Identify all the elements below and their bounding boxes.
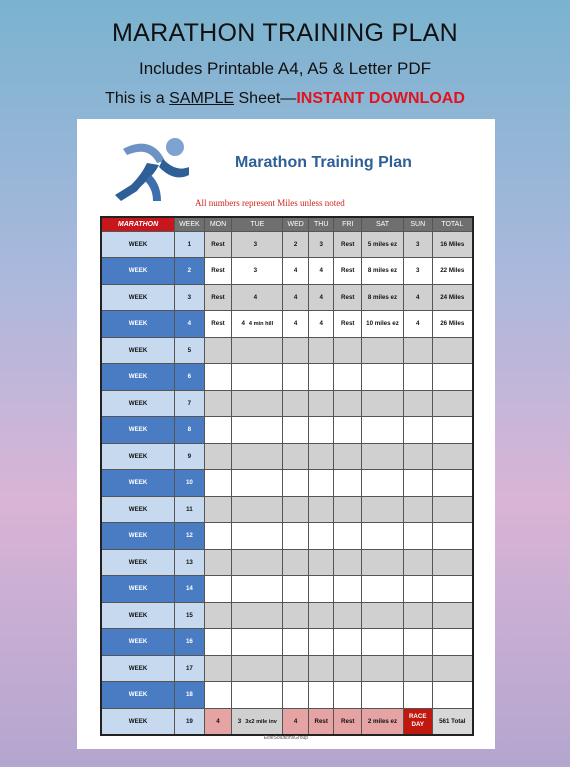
total-cell [432, 496, 473, 523]
sat-cell: 2 miles ez [362, 708, 404, 735]
table-row [101, 470, 473, 497]
tue-cell [232, 655, 283, 682]
sat-cell [362, 549, 404, 576]
tue-miles: 3 [253, 267, 258, 275]
tue-miles: 3 [253, 240, 258, 248]
sat-cell [362, 655, 404, 682]
tue-cell [232, 443, 283, 470]
tue-cell [232, 417, 283, 444]
sat-cell [362, 682, 404, 709]
tue-cell [232, 284, 283, 311]
tue-cell [232, 390, 283, 417]
instant-download-text: INSTANT DOWNLOAD [296, 90, 465, 107]
thu-cell: 4 [308, 311, 334, 338]
col-header-marathon: MARATHON [101, 217, 175, 231]
fri-cell: Rest [334, 231, 362, 258]
sat-cell [362, 576, 404, 603]
mon-cell [204, 602, 232, 629]
total-cell [432, 337, 473, 364]
thu-cell [308, 682, 334, 709]
fri-cell [334, 417, 362, 444]
col-header-wed: WED [283, 217, 309, 231]
tue-workout: 4 min hill [248, 321, 274, 328]
fri-cell [334, 655, 362, 682]
thu-cell: 4 [308, 258, 334, 285]
sat-cell [362, 443, 404, 470]
week-label-cell: WEEK [101, 311, 175, 338]
training-sheet [77, 119, 495, 749]
week-number-cell: 5 [175, 337, 205, 364]
thu-cell [308, 576, 334, 603]
week-number-cell: 15 [175, 602, 205, 629]
table-row [101, 629, 473, 656]
week-label-cell: WEEK [101, 629, 175, 656]
week-number-cell: 8 [175, 417, 205, 444]
week-label-cell: WEEK [101, 337, 175, 364]
mon-cell [204, 523, 232, 550]
mon-cell [204, 443, 232, 470]
table-row [101, 576, 473, 603]
fri-cell [334, 337, 362, 364]
week-number-cell: 11 [175, 496, 205, 523]
fri-cell [334, 496, 362, 523]
sat-cell [362, 523, 404, 550]
thu-cell [308, 655, 334, 682]
page-subtitle: Includes Printable A4, A5 & Letter PDF [139, 59, 431, 78]
mon-cell: Rest [204, 231, 232, 258]
sun-cell [403, 602, 432, 629]
sun-cell [403, 443, 432, 470]
thu-cell [308, 417, 334, 444]
wed-cell [283, 629, 309, 656]
thu-cell: 3 [308, 231, 334, 258]
total-cell: 16 Miles [432, 231, 473, 258]
tue-cell [232, 337, 283, 364]
tue-cell [232, 231, 283, 258]
week-label-cell: WEEK [101, 523, 175, 550]
thu-cell [308, 337, 334, 364]
wed-cell [283, 602, 309, 629]
week-number-cell: 12 [175, 523, 205, 550]
fri-cell [334, 602, 362, 629]
training-table [100, 216, 474, 736]
table-row [101, 417, 473, 444]
week-label-cell: WEEK [101, 417, 175, 444]
table-header-row [101, 217, 473, 231]
wed-cell: 4 [283, 311, 309, 338]
sat-cell [362, 496, 404, 523]
thu-cell [308, 523, 334, 550]
sat-cell [362, 390, 404, 417]
week-number-cell: 2 [175, 258, 205, 285]
mon-cell [204, 364, 232, 391]
tue-cell [232, 708, 283, 735]
runner-logo-icon [113, 131, 193, 203]
sun-cell [403, 496, 432, 523]
col-header-sun: SUN [403, 217, 432, 231]
tue-cell [232, 470, 283, 497]
thu-cell [308, 443, 334, 470]
wed-cell: 4 [283, 284, 309, 311]
sat-cell [362, 337, 404, 364]
fri-cell: Rest [334, 284, 362, 311]
total-cell [432, 470, 473, 497]
sun-cell: 4 [403, 311, 432, 338]
week-number-cell: 18 [175, 682, 205, 709]
week-number-cell: 3 [175, 284, 205, 311]
table-row [101, 682, 473, 709]
tue-cell [232, 496, 283, 523]
total-cell [432, 443, 473, 470]
wed-cell [283, 496, 309, 523]
total-cell [432, 523, 473, 550]
sun-cell [403, 576, 432, 603]
table-row [101, 443, 473, 470]
mon-cell [204, 470, 232, 497]
week-label-cell: WEEK [101, 549, 175, 576]
sat-cell: 10 miles ez [362, 311, 404, 338]
table-row [101, 602, 473, 629]
tue-cell [232, 364, 283, 391]
col-header-sat: SAT [362, 217, 404, 231]
sat-cell [362, 364, 404, 391]
sun-cell [403, 655, 432, 682]
sample-line [0, 90, 570, 108]
week-label-cell: WEEK [101, 364, 175, 391]
wed-cell: 2 [283, 231, 309, 258]
wed-cell [283, 390, 309, 417]
total-cell: 22 Miles [432, 258, 473, 285]
table-row [101, 655, 473, 682]
wed-cell [283, 470, 309, 497]
wed-cell [283, 655, 309, 682]
mon-cell [204, 496, 232, 523]
sat-cell: 5 miles ez [362, 231, 404, 258]
week-number-cell: 16 [175, 629, 205, 656]
sun-cell: 4 [403, 284, 432, 311]
total-cell: 24 Miles [432, 284, 473, 311]
wed-cell [283, 364, 309, 391]
sun-cell [403, 470, 432, 497]
table-row [101, 523, 473, 550]
sat-cell: 8 miles ez [362, 258, 404, 285]
tue-cell [232, 311, 283, 338]
total-cell [432, 655, 473, 682]
sample-word: SAMPLE [169, 90, 235, 107]
total-cell [432, 576, 473, 603]
sun-cell [403, 549, 432, 576]
week-number-cell: 4 [175, 311, 205, 338]
mon-cell [204, 629, 232, 656]
fri-cell [334, 443, 362, 470]
tue-cell [232, 523, 283, 550]
wed-cell: 4 [283, 258, 309, 285]
total-cell: 26 Miles [432, 311, 473, 338]
sun-cell: 3 [403, 258, 432, 285]
week-number-cell: 7 [175, 390, 205, 417]
table-row [101, 708, 473, 735]
wed-cell [283, 417, 309, 444]
fri-cell: Rest [334, 258, 362, 285]
sun-cell [403, 417, 432, 444]
mon-cell [204, 417, 232, 444]
mon-cell [204, 549, 232, 576]
fri-cell [334, 629, 362, 656]
table-row [101, 496, 473, 523]
fri-cell [334, 576, 362, 603]
sun-cell [403, 364, 432, 391]
sat-cell [362, 417, 404, 444]
mon-cell: Rest [204, 284, 232, 311]
wed-cell [283, 523, 309, 550]
week-label-cell: WEEK [101, 655, 175, 682]
page-title: MARATHON TRAINING PLAN [112, 19, 458, 47]
week-number-cell: 9 [175, 443, 205, 470]
fri-cell [334, 549, 362, 576]
week-number-cell: 19 [175, 708, 205, 735]
tue-cell [232, 258, 283, 285]
wed-cell [283, 443, 309, 470]
mon-cell [204, 390, 232, 417]
tue-miles: 3 [237, 717, 242, 725]
mon-cell [204, 337, 232, 364]
week-label-cell: WEEK [101, 443, 175, 470]
col-header-fri: FRI [334, 217, 362, 231]
week-number-cell: 6 [175, 364, 205, 391]
sat-cell [362, 629, 404, 656]
week-label-cell: WEEK [101, 231, 175, 258]
tue-workout: 3x2 mile inv [245, 718, 277, 725]
sheet-title: Marathon Training Plan [235, 154, 412, 171]
week-label-cell: WEEK [101, 284, 175, 311]
tue-cell [232, 682, 283, 709]
table-row [101, 284, 473, 311]
sat-cell [362, 470, 404, 497]
thu-cell [308, 549, 334, 576]
sheet-footer: EliteSolutionsGroup [263, 735, 309, 741]
fri-cell: Rest [334, 708, 362, 735]
total-cell [432, 602, 473, 629]
sun-cell [403, 390, 432, 417]
wed-cell: 4 [283, 708, 309, 735]
mon-cell: 4 [204, 708, 232, 735]
mon-cell: Rest [204, 311, 232, 338]
week-number-cell: 13 [175, 549, 205, 576]
table-row [101, 231, 473, 258]
week-label-cell: WEEK [101, 258, 175, 285]
total-cell [432, 390, 473, 417]
sample-prefix: This is a [105, 90, 170, 107]
sample-mid: Sheet— [234, 90, 297, 107]
fri-cell: Rest [334, 311, 362, 338]
col-header-mon: MON [204, 217, 232, 231]
fri-cell [334, 390, 362, 417]
wed-cell [283, 549, 309, 576]
table-row [101, 311, 473, 338]
sun-cell [403, 682, 432, 709]
thu-cell: 4 [308, 284, 334, 311]
total-cell [432, 364, 473, 391]
total-cell [432, 549, 473, 576]
mon-cell [204, 576, 232, 603]
tue-cell [232, 629, 283, 656]
thu-cell [308, 496, 334, 523]
tue-miles: 4 [253, 293, 258, 301]
wed-cell [283, 682, 309, 709]
table-row [101, 549, 473, 576]
sun-cell: 3 [403, 231, 432, 258]
week-label-cell: WEEK [101, 708, 175, 735]
sun-cell [403, 523, 432, 550]
thu-cell: Rest [308, 708, 334, 735]
tue-cell [232, 602, 283, 629]
wed-cell [283, 576, 309, 603]
table-row [101, 364, 473, 391]
col-header-thu: THU [308, 217, 334, 231]
week-label-cell: WEEK [101, 602, 175, 629]
mon-cell [204, 655, 232, 682]
col-header-total: TOTAL [432, 217, 473, 231]
sat-cell: 8 miles ez [362, 284, 404, 311]
mon-cell [204, 682, 232, 709]
week-label-cell: WEEK [101, 576, 175, 603]
table-row [101, 337, 473, 364]
fri-cell [334, 523, 362, 550]
sun-cell [403, 629, 432, 656]
thu-cell [308, 629, 334, 656]
fri-cell [334, 682, 362, 709]
week-label-cell: WEEK [101, 470, 175, 497]
week-number-cell: 17 [175, 655, 205, 682]
table-row [101, 390, 473, 417]
wed-cell [283, 337, 309, 364]
week-label-cell: WEEK [101, 496, 175, 523]
week-number-cell: 10 [175, 470, 205, 497]
sun-cell: RACE DAY [403, 708, 432, 735]
thu-cell [308, 364, 334, 391]
tue-cell [232, 549, 283, 576]
fri-cell [334, 364, 362, 391]
total-cell: 561 Total [432, 708, 473, 735]
total-cell [432, 629, 473, 656]
sun-cell [403, 337, 432, 364]
total-cell [432, 417, 473, 444]
thu-cell [308, 602, 334, 629]
total-cell [432, 682, 473, 709]
table-row [101, 258, 473, 285]
mon-cell: Rest [204, 258, 232, 285]
fri-cell [334, 470, 362, 497]
sat-cell [362, 602, 404, 629]
tue-cell [232, 576, 283, 603]
week-label-cell: WEEK [101, 682, 175, 709]
week-number-cell: 1 [175, 231, 205, 258]
thu-cell [308, 390, 334, 417]
tue-miles: 4 [241, 320, 245, 328]
miles-note: All numbers represent Miles unless noted [195, 198, 345, 208]
week-label-cell: WEEK [101, 390, 175, 417]
week-number-cell: 14 [175, 576, 205, 603]
col-header-week: WEEK [175, 217, 205, 231]
col-header-tue: TUE [232, 217, 283, 231]
thu-cell [308, 470, 334, 497]
